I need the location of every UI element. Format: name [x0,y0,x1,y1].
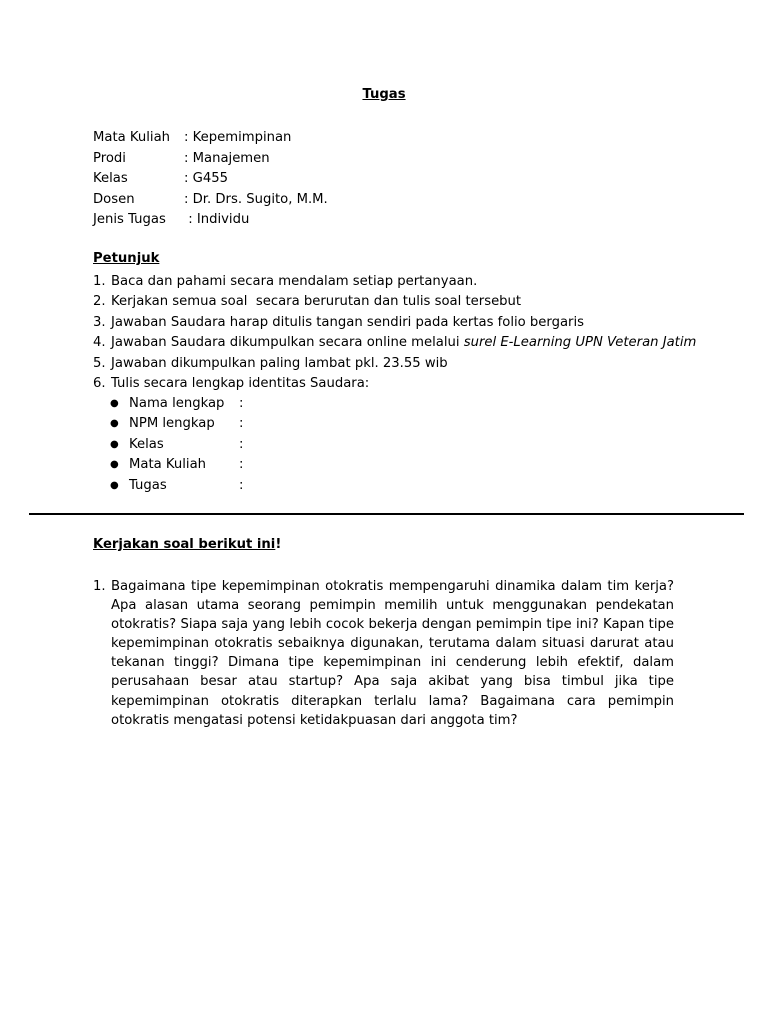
identity-field-label: Nama lengkap [129,396,225,411]
identity-field-label: Mata Kuliah [129,457,207,473]
question-number: 1. [93,579,106,594]
instructions-heading: Petunjuk [93,251,160,266]
course-info-value: : Manajemen [184,150,270,166]
course-info-row [93,190,328,211]
questions-heading-text: Kerjakan soal berikut ini [93,537,276,552]
questions-heading-exclaim: ! [275,537,282,552]
document-title: Tugas [362,87,406,102]
identity-field [110,394,243,414]
course-info-value: : G455 [184,171,229,186]
course-info-value: : Individu [184,212,250,227]
identity-field-label: NPM lengkap [129,416,215,432]
instruction-item [93,272,696,292]
identity-field-colon: : [239,436,244,452]
course-info-label: Mata Kuliah [93,130,171,145]
instruction-italic-text: surel E-Learning UPN Veteran Jatim [463,335,697,351]
course-info-row [93,149,328,170]
instruction-text: Kerjakan semua soal secara berurutan dan tulis soal tersebut [111,294,522,310]
identity-field [110,435,243,455]
identity-field-colon: : [239,477,244,493]
identity-field [110,455,243,475]
questions-heading [93,537,281,552]
instruction-item [93,354,696,374]
bullet-icon: ● [110,459,119,471]
bullet-icon: ● [110,398,119,409]
identity-field-colon: : [239,457,244,473]
instruction-number: 4. [93,335,106,351]
bullet-icon: ● [110,479,119,491]
instruction-number: 1. [93,274,106,289]
instructions-list [93,272,696,394]
bullet-icon: ● [110,438,119,450]
instruction-item [93,292,696,312]
identity-field-colon: : [239,396,244,411]
course-info-row [93,210,328,231]
course-info-row [93,128,328,149]
course-info-label: Dosen [93,191,135,207]
instruction-text: Tulis secara lengkap identitas Saudara: [111,375,370,391]
instruction-item [93,333,696,353]
identity-field [110,476,243,496]
instruction-number: 6. [93,375,106,391]
question-text: Bagaimana tipe kepemimpinan otokratis mempengaruhi dinamika dalam tim kerja? Apa alasan utama seorang pemimpin memilih untuk menggunakan pendekatan otokratis? Siapa saja yang lebih cocok bekerja dengan pemimpin tipe ini? Kapan tipe kepemimpinan otokratis sebaiknya digunakan, terutama dalam situasi darurat atau tekanan tinggi? Dimana tipe kepemimpinan ini cenderung lebih efektif, dalam perusahaan besar atau startup? Apa saja akibat yang bisa timbul jika tipe kepemimpinan otokratis diterapkan terlalu lama? Bagaimana cara pemimpin otokratis mengatasi potensi ketidakpuasan dari anggota tim? [111,579,674,728]
instruction-text: Jawaban Saudara dikumpulkan secara online melalui [111,335,464,351]
instruction-number: 3. [93,314,106,330]
identity-field-label: Tugas [129,477,167,493]
course-info-value: : Kepemimpinan [184,130,292,145]
identity-field [110,414,243,434]
identity-field-label: Kelas [129,436,164,452]
question-item [93,577,674,730]
course-info-row [93,169,328,190]
instruction-text: Jawaban dikumpulkan paling lambat pkl. 23.55 wib [111,355,448,371]
instruction-text: Baca dan pahami secara mendalam setiap pertanyaan. [111,274,478,289]
course-info-label: Jenis Tugas [93,212,166,227]
bullet-icon: ● [110,418,119,430]
instruction-number: 2. [93,294,106,310]
instruction-number: 5. [93,355,106,371]
identity-field-colon: : [239,416,244,432]
course-info-label: Prodi [93,150,126,166]
course-info [93,128,328,231]
course-info-value: : Dr. Drs. Sugito, M.M. [184,191,328,207]
identity-fields-list [110,394,243,496]
course-info-label: Kelas [93,171,128,186]
instruction-text: Jawaban Saudara harap ditulis tangan sendiri pada kertas folio bergaris [111,314,585,330]
instruction-item [93,313,696,333]
horizontal-divider [29,513,744,515]
instruction-item [93,374,696,394]
